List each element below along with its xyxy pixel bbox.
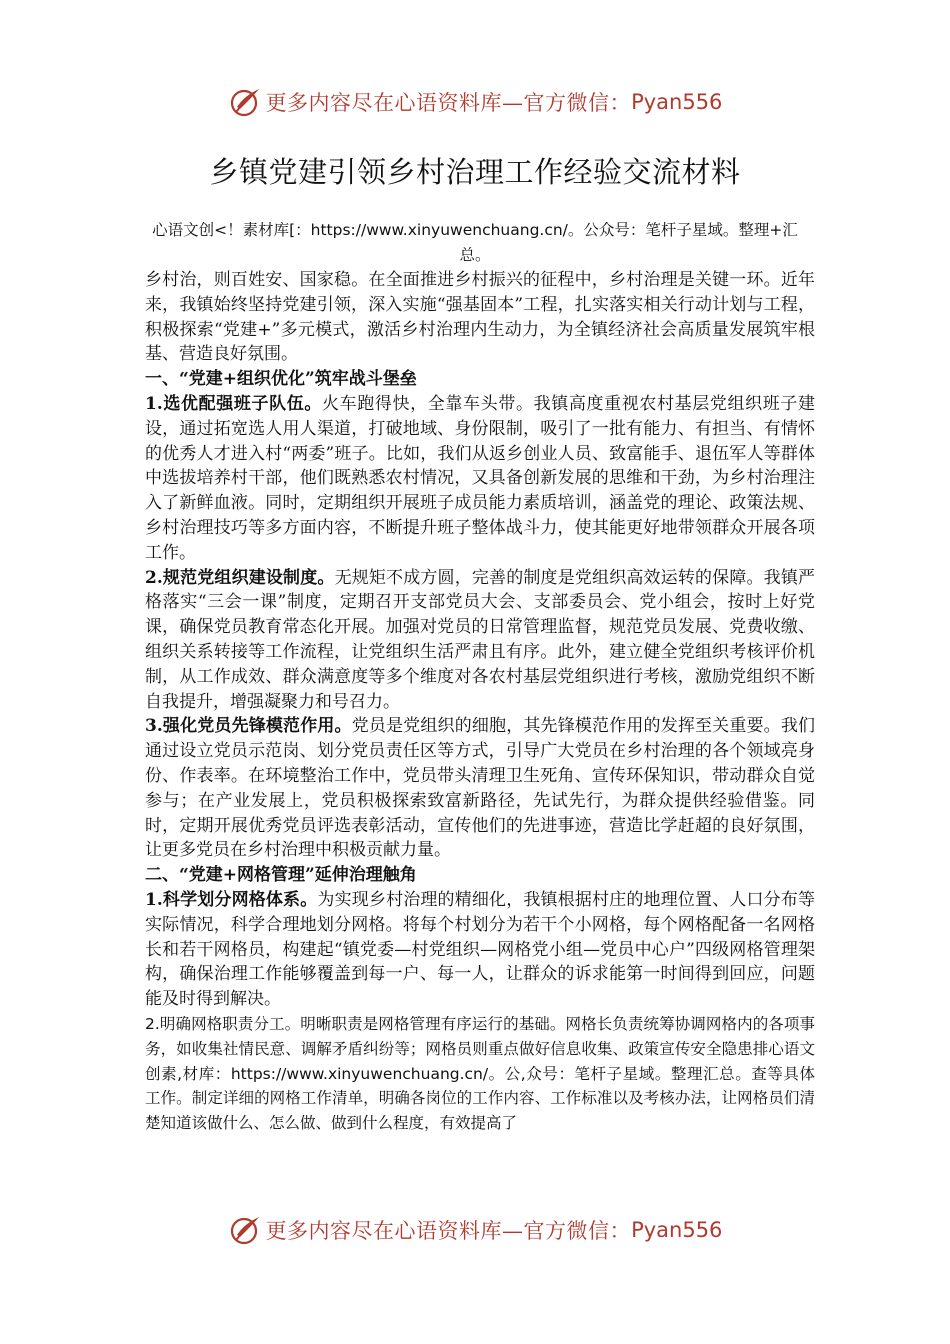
paragraph-1-1: [145, 392, 815, 566]
banner-text: 更多内容尽在心语资料库—官方微信：: [265, 91, 632, 115]
paragraph-2-1: [145, 888, 815, 1012]
banner-wechat-id: Pyan556: [631, 90, 723, 114]
paragraph-text: 为实现乡村治理的精细化，我镇根据村庄的地理位置、人口分布等实际情况，科学合理地划分网格。将每个村划分为若干个小网格，每个网格配备一名网格长和若干网格员，构建起“镇党委—村党组织—网格党小组—党员中心户”四级网格管理架构，确保治理工作能够覆盖到每一户、每一人，让群众的诉求能第一时间得到回应，问题能及时得到解决。: [145, 889, 816, 1010]
paragraph-1-2: [145, 566, 815, 715]
paragraph-lead: 1.科学划分网格体系。: [145, 889, 318, 910]
banner-wechat-id: Pyan556: [631, 1218, 723, 1242]
bottom-banner: [0, 1210, 950, 1250]
intro-paragraph: 乡村治，则百姓安、国家稳。在全面推进乡村振兴的征程中，乡村治理是关键一环。近年来，我镇始终坚持党建引领，深入实施“强基固本”工程，扎实落实相关行动计划与工程，积极探索“党建+”多元模式，激活乡村治理内生动力，为全镇经济社会高质量发展筑牢根基、营造良好氛围。: [145, 270, 815, 365]
paragraph-lead: 1.选优配强班子队伍。: [145, 393, 323, 414]
section-heading-1: 一、“党建+组织优化”筑牢战斗堡垒: [145, 369, 417, 390]
paragraph-2-2: 2.明确网格职责分工。明晰职责是网格管理有序运行的基础。网格长负责统筹协调网格内的各项事务，如收集社情民意、调解矛盾纠纷等；网格员则重点做好信息收集、政策宣传安全隐患排心语文创素,材库：https://www.xinyuwenchuang.cn/。公,众号：笔杆子星域。整理汇总。查等具体工作。制定详细的网格工作清单，明确各岗位的工作内容、工作标准以及考核办法，让网格员们清楚知道该做什么、怎么做、做到什么程度，有效提高了: [145, 1014, 815, 1133]
section-heading-2: 二、“党建+网格管理”延伸治理触角: [145, 865, 417, 886]
paragraph-1-3: [145, 714, 815, 863]
paragraph-lead: 2.规范党组织建设制度。: [145, 567, 335, 588]
quill-logo-icon: [228, 1213, 262, 1247]
source-note: 心语文创<！素材库[：https://www.xinyuwenchuang.cn/。公众号：笔杆子星域。整理+汇总。: [152, 221, 798, 264]
paragraph-text: 党员是党组织的细胞，其先锋模范作用的发挥至关重要。我们通过设立党员示范岗、划分党员责任区等方式，引导广大党员在乡村治理的各个领域亮身份、作表率。在环境整治工作中，党员带头清理卫生死角、宣传环保知识，带动群众自觉参与；在产业发展上，党员积极探索致富新路径，先试先行，为群众提供经验借鉴。同时，定期开展优秀党员评选表彰活动，宣传他们的先进事迹，营造比学赶超的良好氛围，让更多党员在乡村治理中积极贡献力量。: [145, 716, 816, 861]
paragraph-text: 无规矩不成方圆，完善的制度是党组织高效运转的保障。我镇严格落实“三会一课”制度，定期召开支部党员大会、支部委员会、党小组会，按时上好党课，确保党员教育常态化开展。加强对党员的日常管理监督，规范党员发展、党费收缴、组织关系转接等工作流程，让党组织生活严肃且有序。此外，建立健全党组织考核评价机制，从工作成效、群众满意度等多个维度对各农村基层党组织进行考核，激励党组织不断自我提升，增强凝聚力和号召力。: [145, 567, 816, 712]
quill-logo-icon: [228, 85, 262, 119]
document-body: [145, 268, 815, 1136]
paragraph-text: 火车跑得快，全靠车头带。我镇高度重视农村基层党组织班子建设，通过拓宽选人用人渠道，打破地域、身份限制，吸引了一批有能力、有担当、有情怀的优秀人才进入村“两委”班子。比如，我们从返乡创业人员、致富能手、退伍军人等群体中选拔培养村干部，他们既熟悉农村情况，又具备创新发展的思维和干劲，为乡村治理注入了新鲜血液。同时，定期组织开展班子成员能力素质培训，涵盖党的理论、政策法规、乡村治理技巧等多方面内容，不断提升班子整体战斗力，使其能更好地带领群众开展各项工作。: [145, 393, 815, 563]
top-banner: [0, 82, 950, 122]
paragraph-lead: 3.强化党员先锋模范作用。: [145, 716, 352, 737]
banner-text: 更多内容尽在心语资料库—官方微信：: [265, 1219, 632, 1243]
document-title: 乡镇党建引领乡村治理工作经验交流材料: [209, 155, 741, 189]
